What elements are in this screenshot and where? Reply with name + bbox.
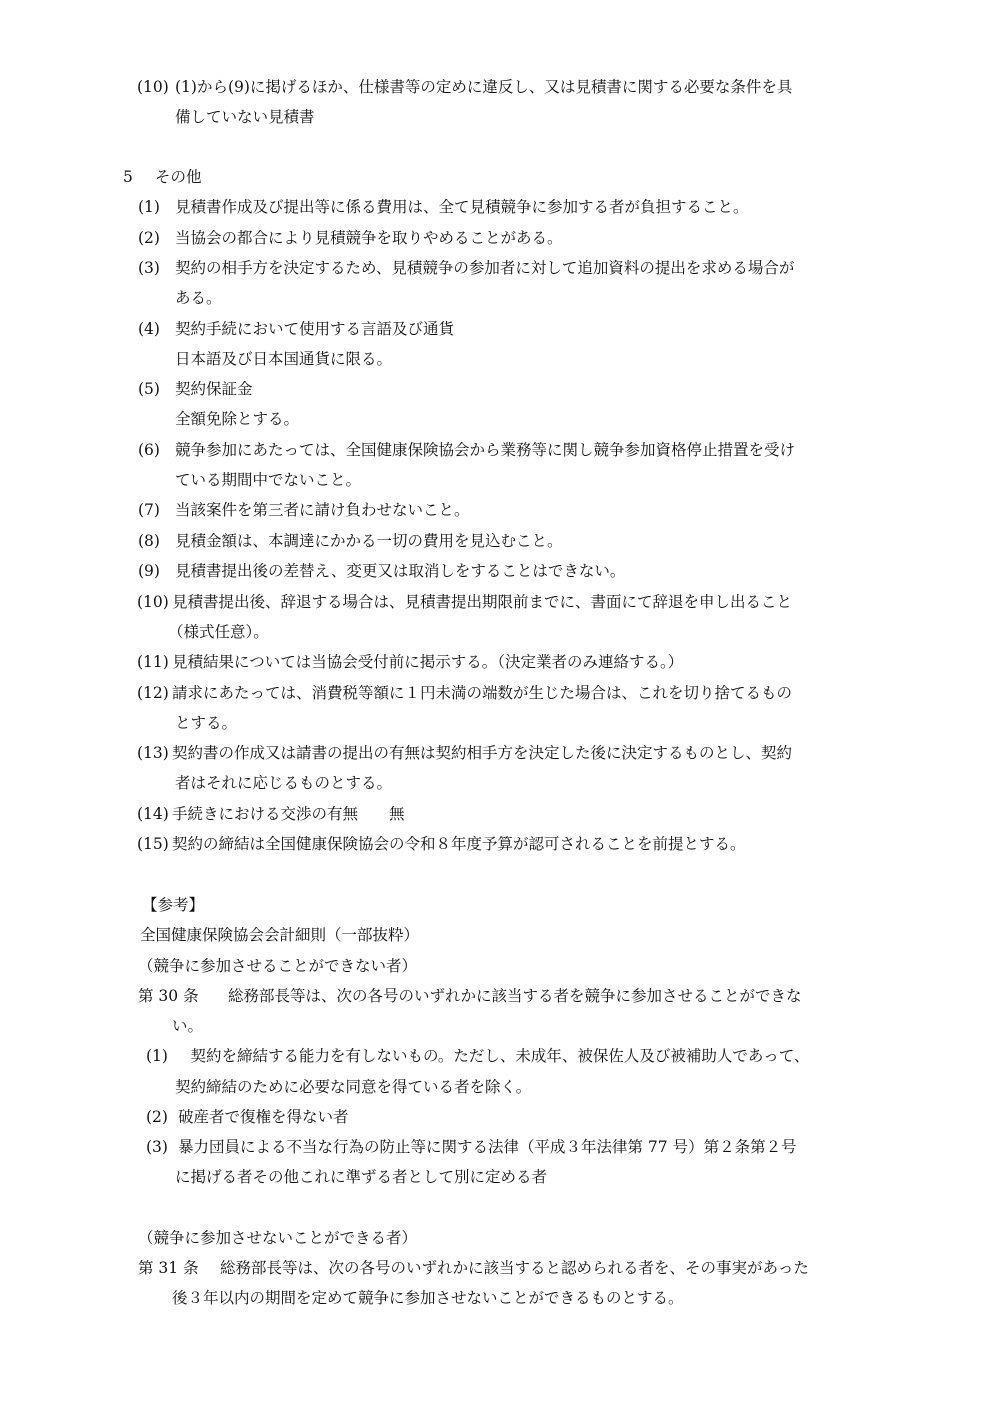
reference-source: 全国健康保険協会会計細則（一部抜粋）	[140, 926, 420, 944]
item-number: (15)	[137, 835, 169, 853]
item-number: (3)	[146, 1138, 168, 1156]
item-number: (1)	[138, 198, 160, 216]
item-number: (13)	[137, 744, 169, 762]
item-number: (9)	[138, 562, 160, 580]
article-text: 総務部長等は、次の各号のいずれかに該当する者を競争に参加させることができな	[228, 987, 802, 1005]
item-text-continued: に掲げる者その他これに準ずる者として別に定める者	[175, 1168, 548, 1186]
item-text: 見積書提出後の差替え、変更又は取消しをすることはできない。	[175, 562, 626, 580]
section-title: その他	[155, 168, 202, 186]
item-number: (1)	[146, 1047, 168, 1065]
item-text: 暴力団員による不当な行為の防止等に関する法律（平成３年法律第 77 号）第２条第２号	[178, 1138, 797, 1156]
item-text: 当該案件を第三者に請け負わせないこと。	[175, 501, 470, 519]
item-text: 契約書の作成又は請書の提出の有無は契約相手方を決定した後に決定するものとし、契約	[172, 744, 793, 762]
article-text: 総務部長等は、次の各号のいずれかに該当すると認められる者を、その事実があった	[220, 1259, 809, 1277]
item-text: 契約保証金	[175, 380, 253, 398]
item-text-continued: ている期間中でないこと。	[175, 471, 362, 489]
item-text: (1)から(9)に掲げるほか、仕様書等の定めに違反し、又は見積書に関する必要な条件を具	[175, 78, 793, 96]
item-number: (10)	[137, 593, 169, 611]
item-number: (14)	[137, 805, 169, 823]
item-number: (7)	[138, 501, 160, 519]
item-number: (8)	[138, 532, 160, 550]
item-text-continued: 日本語及び日本国通貨に限る。	[175, 350, 393, 368]
reference-heading: 【参考】	[142, 896, 205, 914]
item-text: 契約を締結する能力を有しないもの。ただし、未成年、被保佐人及び被補助人であって、	[175, 1047, 810, 1065]
item-text-continued: とする。	[175, 714, 238, 732]
item-number: (6)	[138, 441, 160, 459]
item-number: (2)	[146, 1108, 168, 1126]
article-label: 第 30 条	[138, 987, 199, 1005]
item-number: (2)	[138, 229, 160, 247]
item-text: 競争参加にあたっては、全国健康保険協会から業務等に関し競争参加資格停止措置を受け	[175, 441, 796, 459]
item-text: 見積書提出後、辞退する場合は、見積書提出期限前までに、書面にて辞退を申し出ること	[172, 593, 793, 611]
item-text: 請求にあたっては、消費税等額に１円未満の端数が生じた場合は、これを切り捨てるもの	[172, 684, 793, 702]
item-text: 見積書作成及び提出等に係る費用は、全て見積競争に参加する者が負担すること。	[175, 198, 749, 216]
item-number: (5)	[138, 380, 160, 398]
item-number: (4)	[138, 320, 160, 338]
item-text: 手続きにおける交渉の有無 無	[172, 805, 405, 823]
item-text: 当協会の都合により見積競争を取りやめることがある。	[175, 229, 563, 247]
item-text-continued: 備していない見積書	[175, 108, 315, 126]
article-label: 第 31 条	[138, 1259, 199, 1277]
item-number: (3)	[138, 259, 160, 277]
item-text-continued: 全額免除とする。	[175, 410, 300, 428]
item-text-continued: （様式任意）。	[168, 623, 269, 641]
item-text-continued: 者はそれに応じるものとする。	[175, 774, 393, 792]
article-text-continued: 後３年以内の期間を定めて競争に参加させないことができるものとする。	[172, 1289, 684, 1307]
item-number: (12)	[137, 684, 169, 702]
item-text-continued: ある。	[175, 289, 222, 307]
article-caption: （競争に参加させないことができる者）	[138, 1229, 418, 1247]
item-text: 契約の締結は全国健康保険協会の令和８年度予算が認可されることを前提とする。	[172, 835, 746, 853]
section-number: 5	[123, 168, 133, 186]
item-text: 破産者で復権を得ない者	[178, 1108, 349, 1126]
item-text: 見積結果については当協会受付前に掲示する。（決定業者のみ連絡する。）	[172, 653, 684, 671]
article-caption: （競争に参加させることができない者）	[138, 957, 418, 975]
article-text-continued: い。	[172, 1017, 204, 1035]
item-text: 契約手続において使用する言語及び通貨	[175, 320, 455, 338]
item-number: (11)	[137, 653, 169, 671]
item-text: 契約の相手方を決定するため、見積競争の参加者に対して追加資料の提出を求める場合が	[175, 259, 795, 277]
item-text: 見積金額は、本調達にかかる一切の費用を見込むこと。	[175, 532, 563, 550]
item-number: (10)	[137, 78, 169, 96]
item-text-continued: 契約締結のために必要な同意を得ている者を除く。	[175, 1078, 532, 1096]
